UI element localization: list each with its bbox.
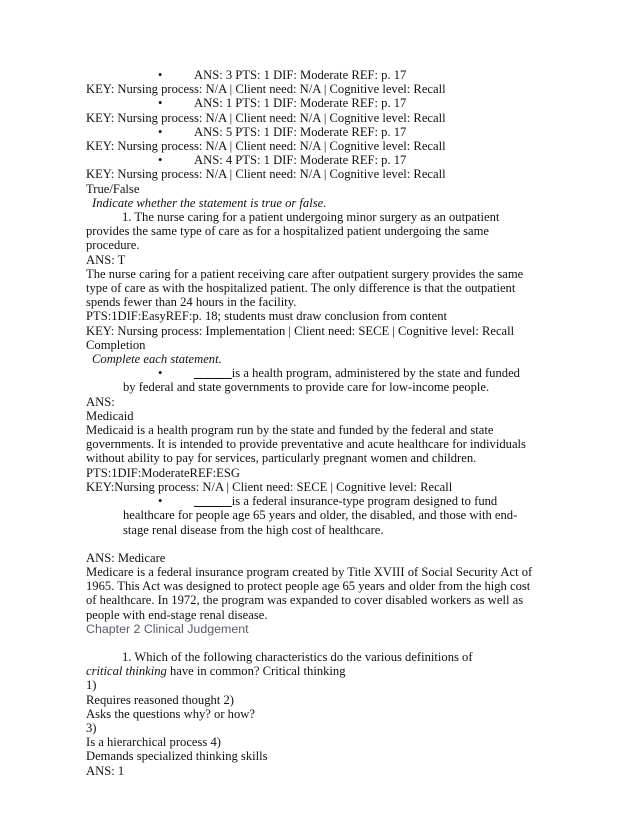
rationale-text: people with end-stage renal disease.: [86, 607, 268, 622]
completion-section: [86, 337, 533, 622]
bullet-icon: •: [158, 366, 163, 381]
chapter-heading: Chapter 2 Clinical Judgement: [86, 621, 249, 636]
option-line: Is a hierarchical process 4): [86, 735, 221, 750]
key-line: KEY: Nursing process: N/A | Client need: N/A | Cognitive level: Recall: [86, 139, 446, 154]
rationale-text: of healthcare. In 1972, the program was expanded to cover disabled workers as well as: [86, 593, 524, 608]
section-instruction: Indicate whether the statement is true or false.: [92, 195, 327, 210]
question-text: by federal and state governments to provide care for low-income people.: [123, 380, 490, 395]
question-text: critical thinking have in common? Critical thinking: [86, 664, 346, 679]
emphasis-term: critical thinking: [86, 664, 167, 679]
answer-key-entry: [86, 96, 526, 124]
completion-item: [86, 494, 533, 622]
question-text: • ______is a health program, administered by the state and funded: [158, 366, 520, 381]
rationale-text: without ability to pay for services, particularly pregnant women and children.: [86, 451, 477, 466]
question-text: 1. The nurse caring for a patient undergoing minor surgery as an outpatient: [122, 210, 500, 225]
answer-line: • ANS: 4 PTS: 1 DIF: Moderate REF: p. 17: [158, 153, 407, 168]
rationale-text: governments. It is intended to provide preventative and acute healthcare for individuals: [86, 437, 526, 452]
answer-key-entry: [86, 125, 526, 153]
bullet-icon: •: [158, 68, 163, 82]
bullet-icon: •: [158, 96, 163, 111]
document-page: [86, 68, 533, 778]
completion-item: [86, 366, 526, 494]
option-line: Requires reasoned thought 2): [86, 692, 234, 707]
rationale-text: type of care as with the hospitalized patient. The only difference is that the outpatient: [86, 281, 516, 296]
key-line: KEY: Nursing process: N/A | Client need: N/A | Cognitive level: Recall: [86, 110, 446, 125]
rationale-text: Medicaid is a health program run by the state and funded by the federal and state: [86, 423, 494, 438]
answer-label: ANS:: [86, 394, 115, 409]
rationale-text: Medicare is a federal insurance program created by Title XVIII of Social Security Act of: [86, 564, 533, 579]
fill-blank: ______: [194, 366, 232, 381]
option-line: 3): [86, 720, 97, 735]
answer-line: • ANS: 5 PTS: 1 DIF: Moderate REF: p. 17: [158, 124, 407, 139]
rationale-text: The nurse caring for a patient receiving care after outpatient surgery provides the same: [86, 266, 524, 281]
rationale-text: 1965. This Act was designed to protect people age 65 years and older from the high cost: [86, 579, 531, 594]
pts-line: PTS:1DIF:EasyREF:p. 18; students must draw conclusion from content: [86, 309, 448, 324]
chapter-section: [86, 622, 526, 778]
answer-line: ANS: Medicare: [86, 550, 166, 565]
answer-key-entry: [86, 153, 526, 181]
answer-line: • ANS: 1 PTS: 1 DIF: Moderate REF: p. 17: [158, 96, 407, 111]
spacer: [86, 537, 526, 551]
question-text: 1. Which of the following characteristics do the various definitions of: [122, 649, 473, 664]
rationale-text: spends fewer than 24 hours in the facility.: [86, 295, 297, 310]
question-text: • ______is a federal insurance-type program designed to fund: [158, 494, 498, 509]
key-line: KEY: Nursing process: Implementation | Client need: SECE | Cognitive level: Recall: [86, 323, 515, 338]
answer-line: • ANS: 3 PTS: 1 DIF: Moderate REF: p. 17: [158, 68, 407, 82]
bullet-icon: •: [158, 153, 163, 168]
answer-value: Medicaid: [86, 408, 134, 423]
answer-key-entry: [86, 68, 526, 96]
question-text: provides the same type of care as for a hospitalized patient undergoing the same: [86, 224, 489, 239]
answer-line: ANS: 1: [86, 763, 125, 778]
section-instruction: Complete each statement.: [92, 352, 222, 367]
key-line: KEY: Nursing process: N/A | Client need: N/A | Cognitive level: Recall: [86, 167, 446, 182]
spacer: [86, 636, 526, 650]
section-heading: True/False: [86, 181, 140, 196]
answer-line: ANS: T: [86, 252, 126, 267]
key-line: KEY: Nursing process: N/A | Client need: N/A | Cognitive level: Recall: [86, 82, 446, 97]
key-line: KEY:Nursing process: N/A | Client need: SECE | Cognitive level: Recall: [86, 479, 453, 494]
bullet-icon: •: [158, 124, 163, 139]
question-text: procedure.: [86, 238, 140, 253]
section-heading: Completion: [86, 337, 146, 352]
bullet-icon: •: [158, 494, 163, 509]
option-line: 1): [86, 678, 97, 693]
question-text: stage renal disease from the high cost of healthcare.: [123, 522, 384, 537]
fill-blank: ______: [194, 494, 232, 509]
option-line: Asks the questions why? or how?: [86, 706, 255, 721]
question-text: healthcare for people age 65 years and older, the disabled, and those with end-: [123, 508, 518, 523]
pts-line: PTS:1DIF:ModerateREF:ESG: [86, 465, 240, 480]
option-line: Demands specialized thinking skills: [86, 749, 268, 764]
true-false-section: [86, 182, 526, 338]
